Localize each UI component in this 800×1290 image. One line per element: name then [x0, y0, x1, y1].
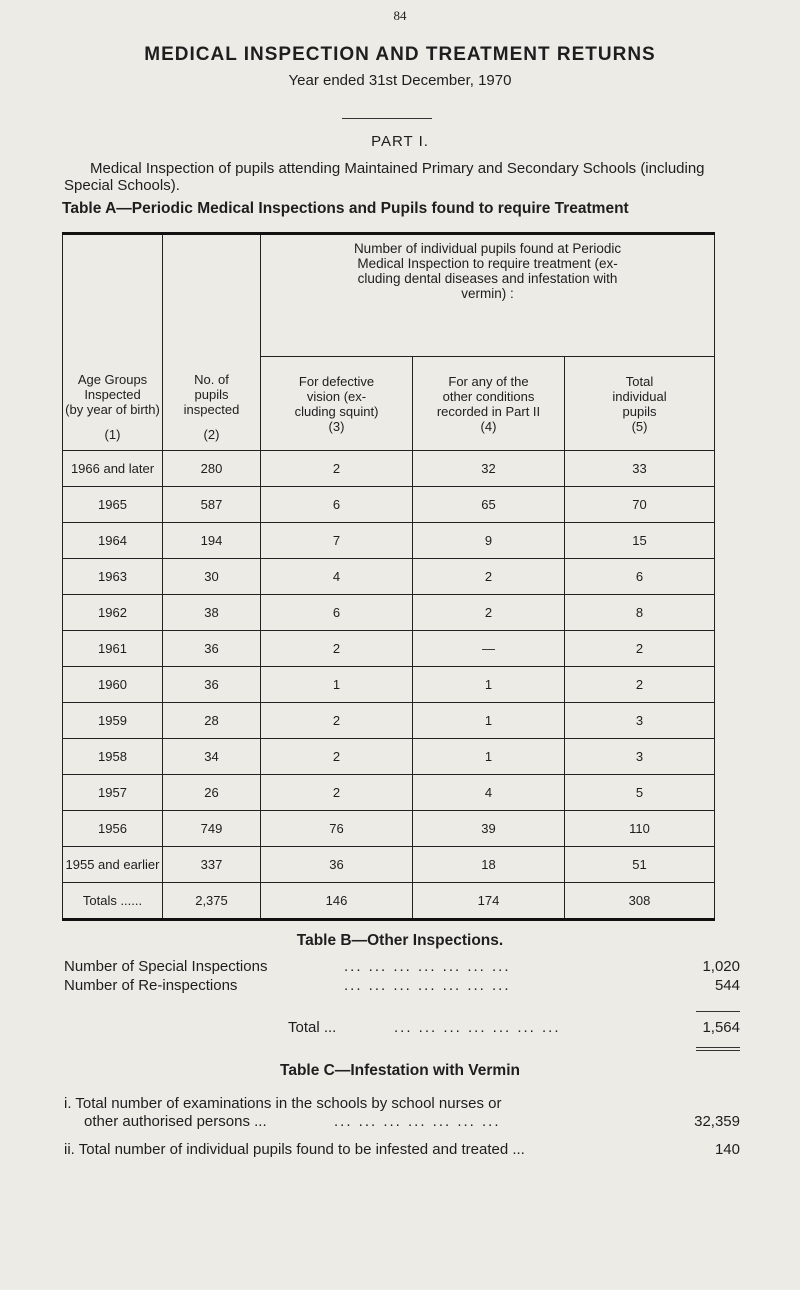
table-row	[63, 847, 715, 883]
special-inspections-line	[64, 958, 740, 976]
other-conditions-cell: 2	[413, 595, 565, 631]
totals-pupils-inspected: 2,375	[163, 883, 261, 920]
totals-total-pupils: 308	[565, 883, 715, 920]
part-heading: PART I.	[371, 133, 429, 150]
defective-vision-cell: 2	[261, 739, 413, 775]
defective-vision-cell: 2	[261, 631, 413, 667]
defective-vision-cell: 6	[261, 487, 413, 523]
total-pupils-cell: 2	[565, 667, 715, 703]
defective-vision-cell: 1	[261, 667, 413, 703]
other-conditions-cell: 1	[413, 703, 565, 739]
pupils-inspected-cell: 26	[163, 775, 261, 811]
defective-vision-cell: 36	[261, 847, 413, 883]
age-group-cell: 1959	[63, 703, 163, 739]
table-row	[63, 451, 715, 487]
total-pupils-cell: 5	[565, 775, 715, 811]
total-pupils-cell: 6	[565, 559, 715, 595]
defective-vision-cell: 2	[261, 451, 413, 487]
total-inspections-line	[64, 1019, 740, 1037]
other-conditions-cell: 4	[413, 775, 565, 811]
total-pupils-cell: 15	[565, 523, 715, 559]
table-row	[63, 667, 715, 703]
header-vision-line-4: (3)	[328, 418, 345, 434]
pupils-inspected-cell: 36	[163, 667, 261, 703]
total-pupils-cell: 3	[565, 739, 715, 775]
age-group-cell: 1964	[63, 523, 163, 559]
header-other-line-4: (4)	[480, 418, 497, 434]
age-group-cell: 1960	[63, 667, 163, 703]
header-other-line-1: For any of the	[448, 373, 529, 389]
infested-pupils-label: ii. Total number of individual pupils found to be infested and treated ...	[64, 1141, 525, 1158]
total-inspections-label: Total ...	[288, 1019, 337, 1036]
page-subtitle: Year ended 31st December, 1970	[288, 72, 512, 89]
leader-dots: ... ... ... ... ... ... ...	[394, 1019, 561, 1036]
table-row	[63, 523, 715, 559]
pupils-inspected-cell: 38	[163, 595, 261, 631]
pupils-inspected-cell: 28	[163, 703, 261, 739]
table-row	[63, 595, 715, 631]
table-row	[63, 811, 715, 847]
defective-vision-cell: 7	[261, 523, 413, 559]
total-pupils-cell: 3	[565, 703, 715, 739]
examinations-line-1	[64, 1095, 740, 1113]
leader-dots: ... ... ... ... ... ... ...	[344, 977, 511, 994]
header-defective-vision	[261, 357, 413, 451]
double-rule	[696, 1047, 740, 1051]
age-group-cell: 1955 and earlier	[63, 847, 163, 883]
header-total-pupils	[565, 357, 715, 451]
table-row	[63, 487, 715, 523]
header-total-line-2: individual	[612, 388, 667, 404]
header-age-groups	[63, 234, 163, 451]
pupils-inspected-cell: 30	[163, 559, 261, 595]
header-age-line-4: (1)	[104, 427, 121, 442]
special-inspections-label: Number of Special Inspections	[64, 958, 268, 975]
header-group-line-4: vermin) :	[461, 286, 514, 301]
table-c-title: Table C—Infestation with Vermin	[280, 1062, 520, 1079]
table-row	[63, 775, 715, 811]
header-total-line-3: pupils	[622, 403, 657, 419]
pupils-inspected-cell: 36	[163, 631, 261, 667]
header-other-conditions	[413, 357, 565, 451]
defective-vision-cell: 2	[261, 703, 413, 739]
header-age-line-3: (by year of birth)	[65, 402, 160, 417]
header-other-line-3: recorded in Part II	[436, 403, 541, 419]
other-conditions-cell: 2	[413, 559, 565, 595]
total-pupils-cell: 51	[565, 847, 715, 883]
age-group-cell: 1961	[63, 631, 163, 667]
header-pupils-line-4: (2)	[203, 427, 220, 442]
total-pupils-cell: 33	[565, 451, 715, 487]
pupils-inspected-cell: 337	[163, 847, 261, 883]
table-row	[63, 559, 715, 595]
reinspections-value: 544	[714, 977, 740, 994]
other-conditions-cell: 39	[413, 811, 565, 847]
pupils-inspected-cell: 34	[163, 739, 261, 775]
header-other-line-2: other conditions	[442, 388, 535, 404]
header-pupils-line-2: pupils	[194, 387, 229, 402]
pupils-inspected-cell: 280	[163, 451, 261, 487]
totals-other-conditions: 174	[413, 883, 565, 920]
defective-vision-cell: 4	[261, 559, 413, 595]
special-inspections-value: 1,020	[702, 958, 740, 975]
header-age-line-1: Age Groups	[77, 372, 148, 387]
examinations-label-2: other authorised persons ...	[84, 1113, 267, 1130]
header-vision-line-1: For defective	[298, 373, 375, 389]
reinspections-label: Number of Re-inspections	[64, 977, 238, 994]
other-conditions-cell: 32	[413, 451, 565, 487]
page-title: MEDICAL INSPECTION AND TREATMENT RETURNS	[144, 44, 656, 65]
sum-rule	[696, 1011, 740, 1012]
total-pupils-cell: 110	[565, 811, 715, 847]
table-a-title: Table A—Periodic Medical Inspections and Pupils found to require Treatment	[62, 200, 629, 217]
pupils-inspected-cell: 194	[163, 523, 261, 559]
pupils-inspected-cell: 749	[163, 811, 261, 847]
age-group-cell: 1966 and later	[63, 451, 163, 487]
header-pupils-inspected	[163, 234, 261, 451]
header-pupils-line-3: inspected	[183, 402, 240, 417]
header-pupils-line-1: No. of	[194, 372, 229, 387]
total-pupils-cell: 2	[565, 631, 715, 667]
totals-row	[63, 883, 715, 920]
table-a	[62, 232, 715, 921]
table-row	[63, 703, 715, 739]
header-vision-line-2: vision (ex-	[306, 388, 367, 404]
defective-vision-cell: 2	[261, 775, 413, 811]
table-row	[63, 631, 715, 667]
header-group-line-3: cluding dental diseases and infestation with	[357, 271, 618, 286]
age-group-cell: 1957	[63, 775, 163, 811]
examinations-value: 32,359	[694, 1113, 740, 1130]
age-group-cell: 1962	[63, 595, 163, 631]
age-group-cell: 1956	[63, 811, 163, 847]
age-group-cell: 1965	[63, 487, 163, 523]
reinspections-line	[64, 977, 740, 995]
header-group-treatment	[261, 234, 715, 357]
other-conditions-cell: 65	[413, 487, 565, 523]
pupils-inspected-cell: 587	[163, 487, 261, 523]
total-pupils-cell: 8	[565, 595, 715, 631]
table-row	[63, 739, 715, 775]
age-group-cell: 1958	[63, 739, 163, 775]
other-conditions-cell: 1	[413, 667, 565, 703]
totals-label: Totals ......	[63, 883, 163, 920]
examinations-line-2	[64, 1113, 740, 1131]
other-conditions-cell: 1	[413, 739, 565, 775]
total-inspections-value: 1,564	[702, 1019, 740, 1036]
totals-defective-vision: 146	[261, 883, 413, 920]
leader-dots: ... ... ... ... ... ... ...	[334, 1113, 501, 1130]
leader-dots: ... ... ... ... ... ... ...	[344, 958, 511, 975]
title-rule	[342, 118, 432, 119]
total-pupils-cell: 70	[565, 487, 715, 523]
header-vision-line-3: cluding squint)	[294, 403, 379, 419]
header-total-line-4: (5)	[631, 418, 648, 434]
header-group-line-2: Medical Inspection to require treatment (ex-	[357, 256, 618, 271]
table-b-title: Table B—Other Inspections.	[296, 932, 504, 949]
defective-vision-cell: 76	[261, 811, 413, 847]
age-group-cell: 1963	[63, 559, 163, 595]
examinations-label-1: i. Total number of examinations in the schools by school nurses or	[64, 1095, 502, 1112]
defective-vision-cell: 6	[261, 595, 413, 631]
other-conditions-cell: —	[413, 631, 565, 667]
header-group-line-1: Number of individual pupils found at Periodic	[353, 241, 622, 256]
other-conditions-cell: 9	[413, 523, 565, 559]
header-age-line-2: Inspected	[84, 387, 141, 402]
page-number: 84	[393, 8, 407, 23]
infested-pupils-line	[64, 1141, 740, 1159]
intro-paragraph: Medical Inspection of pupils attending Maintained Primary and Secondary Schools (including Special Schools).	[64, 160, 705, 194]
infested-pupils-value: 140	[714, 1141, 740, 1158]
other-conditions-cell: 18	[413, 847, 565, 883]
header-total-line-1: Total	[625, 373, 654, 389]
